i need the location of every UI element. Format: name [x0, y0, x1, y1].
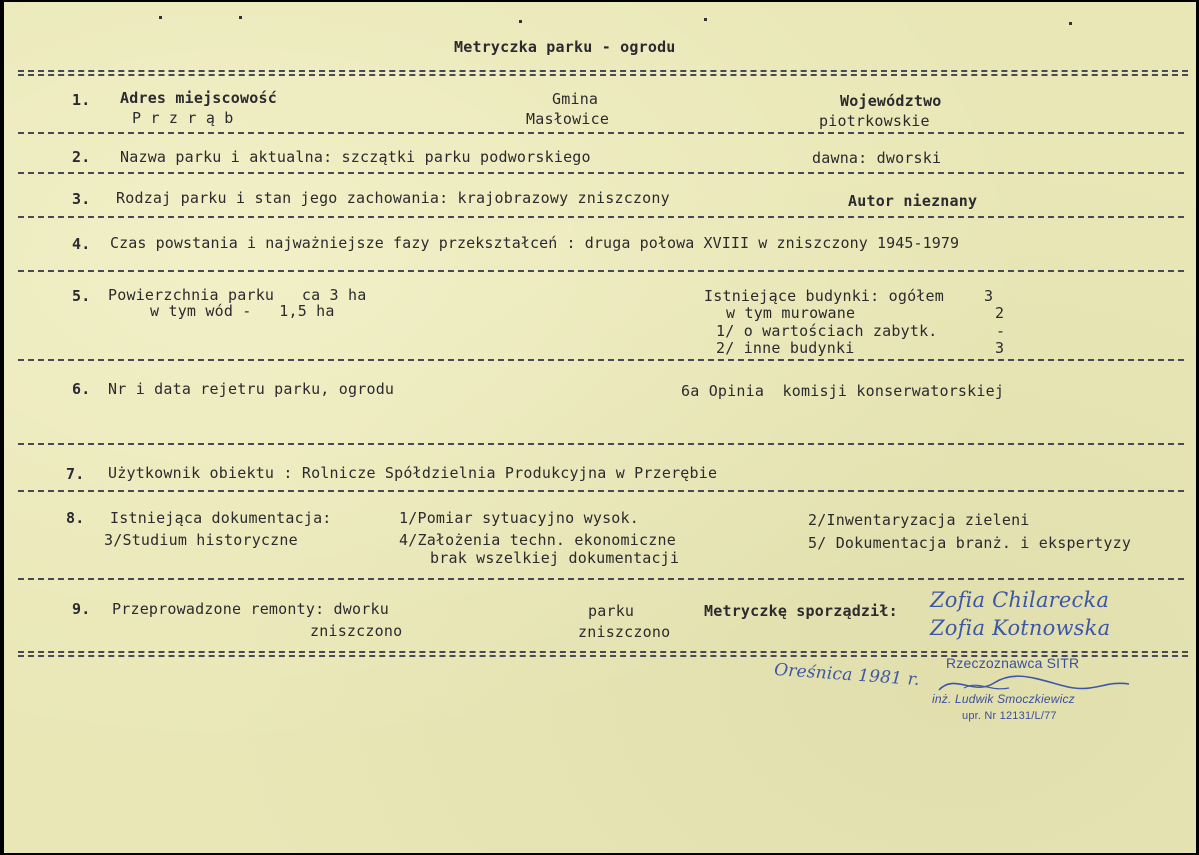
buildings-heritage-label: 1/ o wartościach zabytk.	[716, 322, 938, 340]
buildings-masonry-label: w tym murowane	[726, 304, 856, 322]
park-repair-value: zniszczono	[578, 623, 671, 641]
gmina-label: Gmina	[552, 90, 599, 108]
buildings-masonry-value: 2	[995, 304, 1005, 322]
double-rule-top	[18, 70, 1188, 76]
row-5-number: 5.	[72, 287, 91, 305]
document-title: Metryczka parku - ogrodu	[454, 38, 676, 56]
documentation-item-3: 3/Studium historyczne	[104, 531, 298, 549]
documentation-item-4a: 4/Założenia techn. ekonomiczne	[399, 531, 676, 549]
mark-dot	[239, 16, 242, 19]
stamp-title: Rzeczoznawca SITR	[946, 655, 1080, 671]
dashed-rule	[18, 359, 1184, 361]
conservation-opinion-label: 6a Opinia komisji konserwatorskiej	[681, 382, 1005, 400]
dashed-rule	[18, 270, 1184, 272]
mark-dot	[704, 18, 707, 21]
dashed-rule	[18, 132, 1184, 134]
gmina-value: Masłowice	[526, 110, 610, 128]
creation-period-text: Czas powstania i najważniejsze fazy przekształceń : druga połowa XVIII w zniszczony 1945-1979	[110, 234, 960, 252]
water-area-text: w tym wód - 1,5 ha	[150, 302, 335, 320]
dashed-rule	[18, 490, 1184, 492]
dashed-rule	[18, 172, 1184, 174]
stamp-license: upr. Nr 12131/L/77	[962, 710, 1057, 722]
documentation-item-5: 5/ Dokumentacja branż. i ekspertyzy	[808, 534, 1132, 552]
buildings-other-label: 2/ inne budynki	[716, 339, 855, 357]
row-8-number: 8.	[66, 509, 85, 527]
author-label: Metryczkę sporządził:	[704, 602, 898, 620]
row-6-number: 6.	[72, 380, 91, 398]
handwritten-signature: Zofia Chilarecka	[930, 588, 1110, 612]
park-author: Autor nieznany	[848, 192, 978, 210]
handwritten-signature: Zofia Kotnowska	[930, 616, 1111, 640]
row-4-number: 4.	[72, 235, 91, 253]
stamp-name: inż. Ludwik Smoczkiewicz	[932, 692, 1075, 706]
park-name-text: Nazwa parku i aktualna: szczątki parku podworskiego	[120, 148, 591, 166]
buildings-heritage-value: -	[996, 322, 1006, 340]
handwritten-date: Oreśnica 1981 r.	[773, 659, 921, 691]
row-7-number: 7.	[66, 465, 85, 483]
row-1-number: 1.	[72, 91, 91, 109]
document-sheet	[4, 2, 1196, 853]
documentation-item-2: 2/Inwentaryzacja zieleni	[808, 511, 1030, 529]
documentation-item-1: 1/Pomiar sytuacyjno wysok.	[399, 509, 639, 527]
mark-dot	[159, 16, 162, 19]
buildings-total-label: Istniejące budynki: ogółem	[704, 287, 944, 305]
documentation-label: Istniejąca dokumentacja:	[110, 509, 332, 527]
registry-text: Nr i data rejetru parku, ogrodu	[108, 380, 395, 398]
buildings-other-value: 3	[995, 339, 1005, 357]
park-former-name: dawna: dworski	[812, 149, 942, 167]
address-value: P r z r ą b	[132, 109, 234, 127]
voivodeship-value: piotrkowskie	[819, 112, 930, 130]
address-label: Adres miejscowość	[120, 89, 277, 107]
row-2-number: 2.	[72, 148, 91, 166]
repairs-label: Przeprowadzone remonty: dworku	[112, 600, 389, 618]
row-3-number: 3.	[72, 190, 91, 208]
buildings-total-value: 3	[984, 287, 994, 305]
mark-dot	[519, 20, 522, 23]
dashed-rule	[18, 216, 1184, 218]
park-type-text: Rodzaj parku i stan jego zachowania: krajobrazowy zniszczony	[116, 189, 670, 207]
owner-text: Użytkownik obiektu : Rolnicze Spółdzielnia Produkcyjna w Przerębie	[108, 464, 718, 482]
park-area-text: Powierzchnia parku ca 3 ha	[108, 286, 367, 304]
documentation-item-4b: brak wszelkiej dokumentacji	[430, 549, 680, 567]
dashed-rule	[18, 578, 1184, 580]
voivodeship-label: Województwo	[840, 92, 942, 110]
manor-repair-value: zniszczono	[310, 622, 403, 640]
mark-dot	[1069, 22, 1072, 25]
row-9-number: 9.	[72, 600, 91, 618]
dashed-rule	[18, 443, 1184, 445]
park-repair-label: parku	[588, 602, 635, 620]
